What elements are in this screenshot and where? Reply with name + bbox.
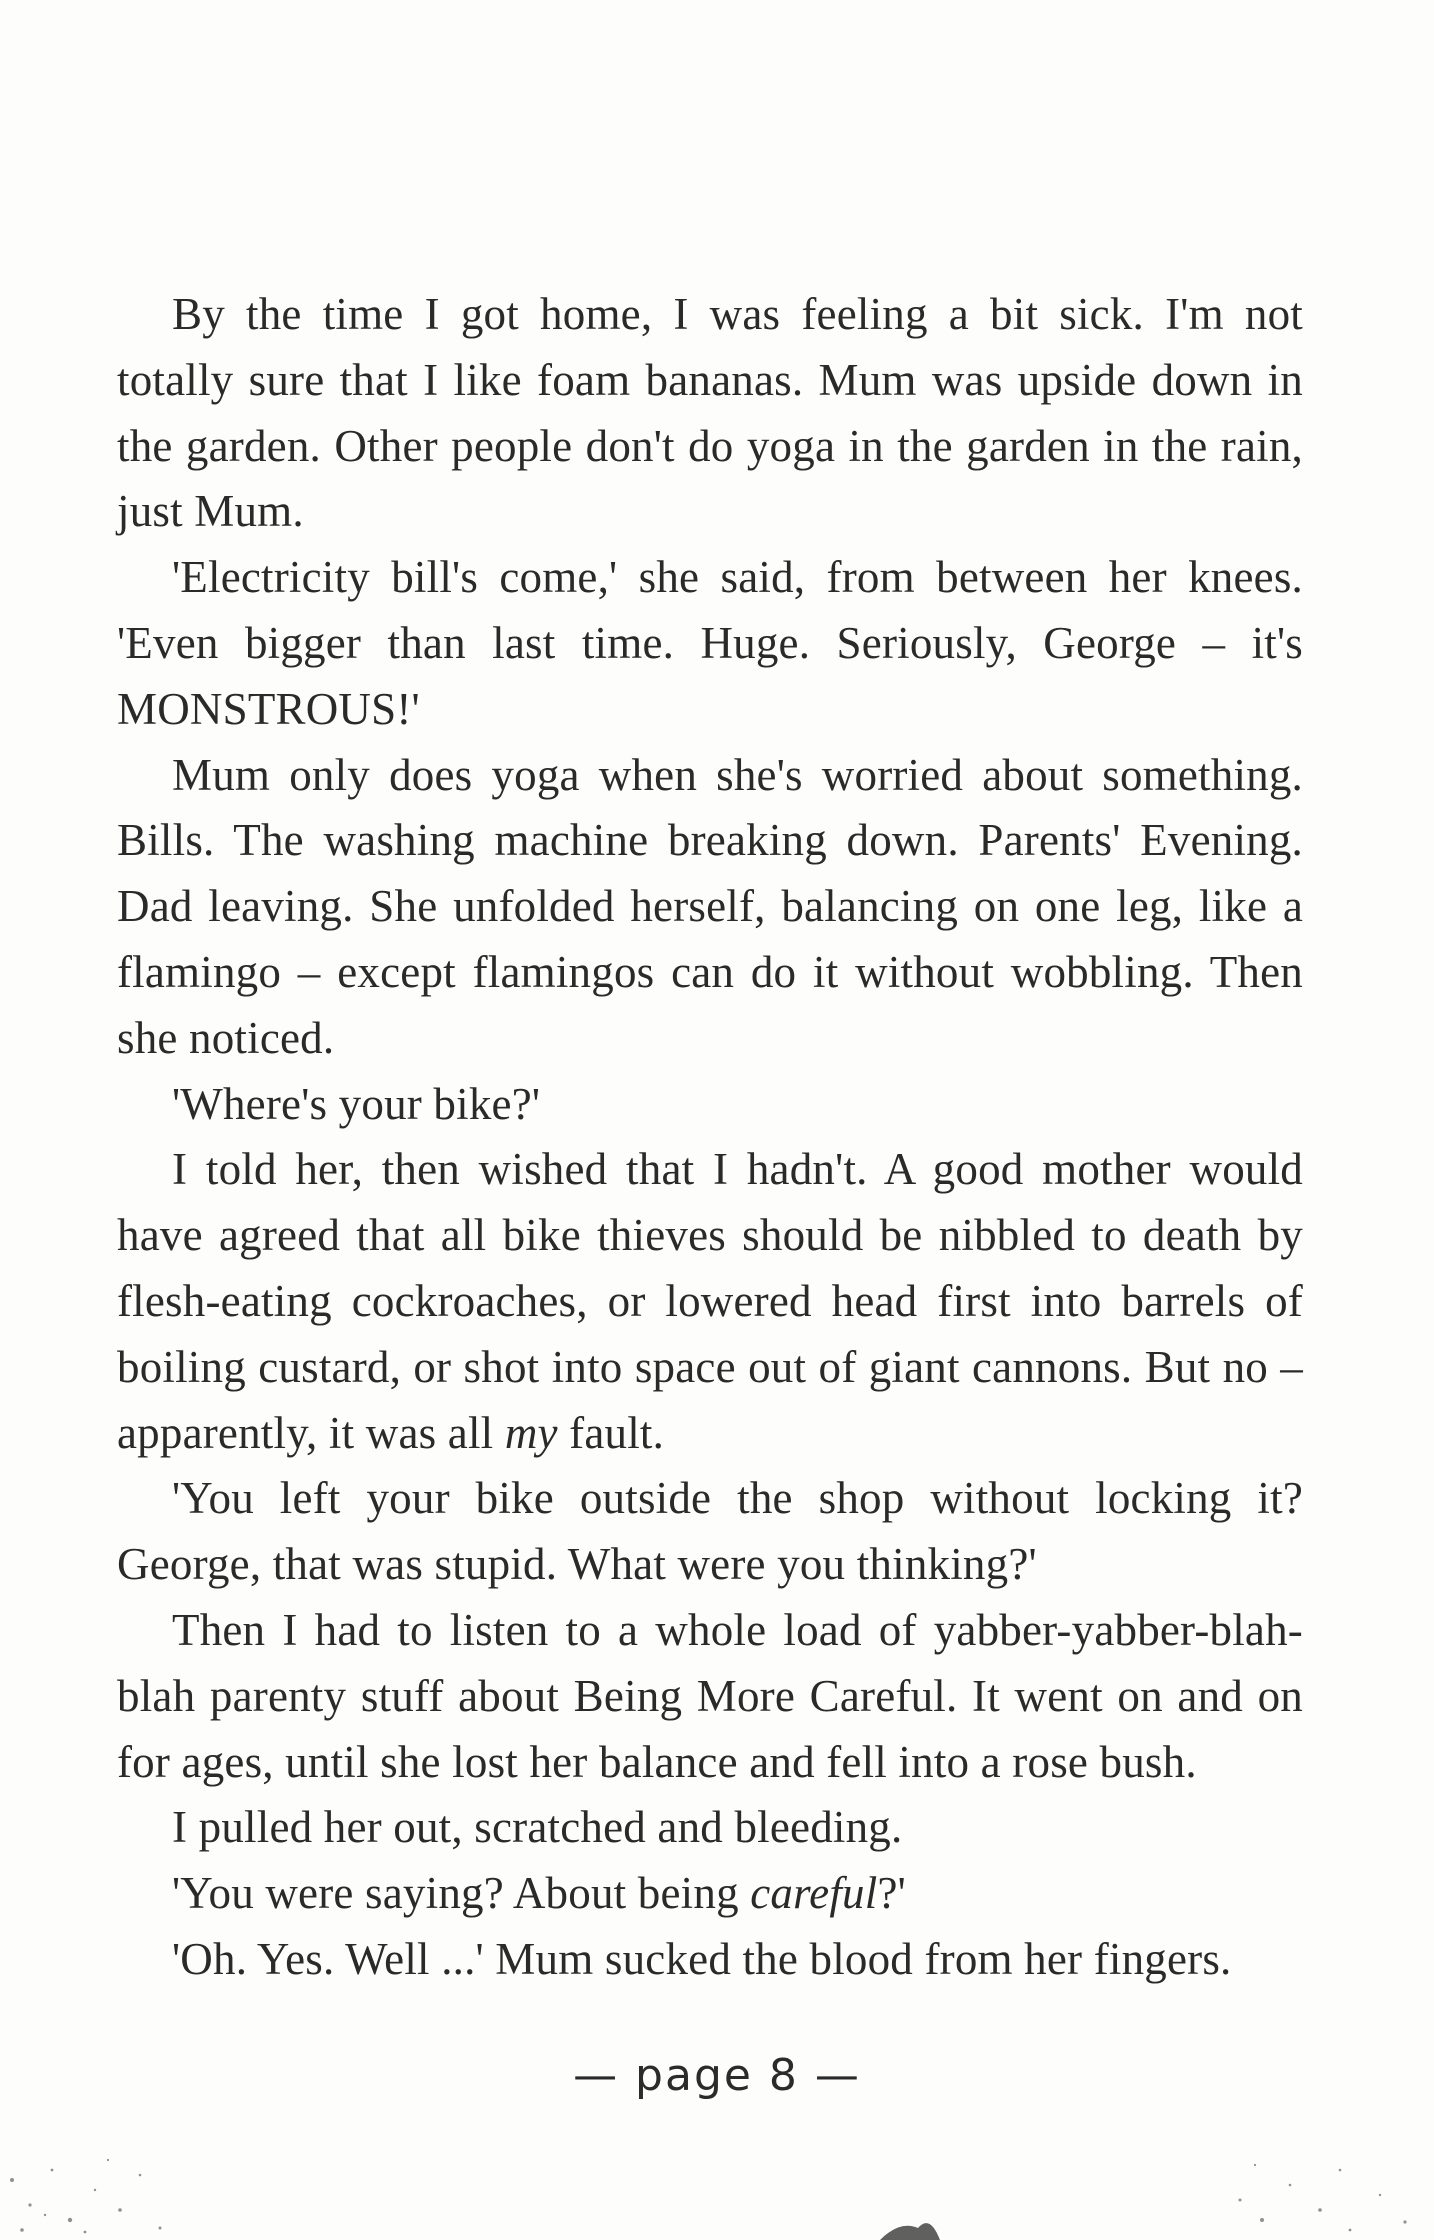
paragraph-1: By the time I got home, I was feeling a bit sick. I'm not totally sure that I like foam bananas. Mum was upside down in the garden. Other people don't do yoga in the garden in the rain, just Mum. <box>117 289 1303 537</box>
paragraph-9 <box>117 1861 1303 1927</box>
paragraph-10: 'Oh. Yes. Well ...' Mum sucked the blood from her fingers. <box>172 1933 1232 1984</box>
paragraph-5-before: I told her, then wished that I hadn't. A good mother would have agreed that all bike thieves should be nibbled to death by flesh-eating cockroaches, or lowered head first into barrels of boiling custard, or shot into space out of giant cannons. But no – apparently, it was all <box>117 1144 1303 1458</box>
body-text <box>117 282 1303 1993</box>
paragraph-6: 'You left your bike outside the shop without locking it? George, that was stupid. What were you thinking?' <box>117 1473 1303 1590</box>
paragraph-9-after: ?' <box>877 1868 906 1919</box>
paragraph-5-after: fault. <box>557 1407 665 1458</box>
paragraph-5-emphasis: my <box>504 1407 558 1458</box>
paragraph-7: Then I had to listen to a whole load of yabber-yabber-blah-blah parenty stuff about Being More Careful. It went on and on for ages, until she lost her balance and fell into a rose bush. <box>117 1604 1303 1787</box>
paragraph-8: I pulled her out, scratched and bleeding. <box>172 1802 903 1853</box>
paragraph-5 <box>117 1137 1303 1466</box>
paragraph-3: Mum only does yoga when she's worried about something. Bills. The washing machine breaking down. Parents' Evening. Dad leaving. She unfolded herself, balancing on one leg, like a flamingo – except flamingos can do it without wobbling. Then she noticed. <box>117 749 1303 1063</box>
paragraph-9-emphasis: careful <box>750 1868 878 1919</box>
paragraph-9-before: 'You were saying? About being <box>172 1868 751 1919</box>
page-number: — page 8 — <box>573 2050 861 2101</box>
paragraph-2: 'Electricity bill's come,' she said, from between her knees. 'Even bigger than last time. Huge. Seriously, George – it's MONSTROUS!' <box>117 552 1303 734</box>
paragraph-4: 'Where's your bike?' <box>172 1078 541 1129</box>
paper-speckle-decoration <box>0 2110 1434 2240</box>
